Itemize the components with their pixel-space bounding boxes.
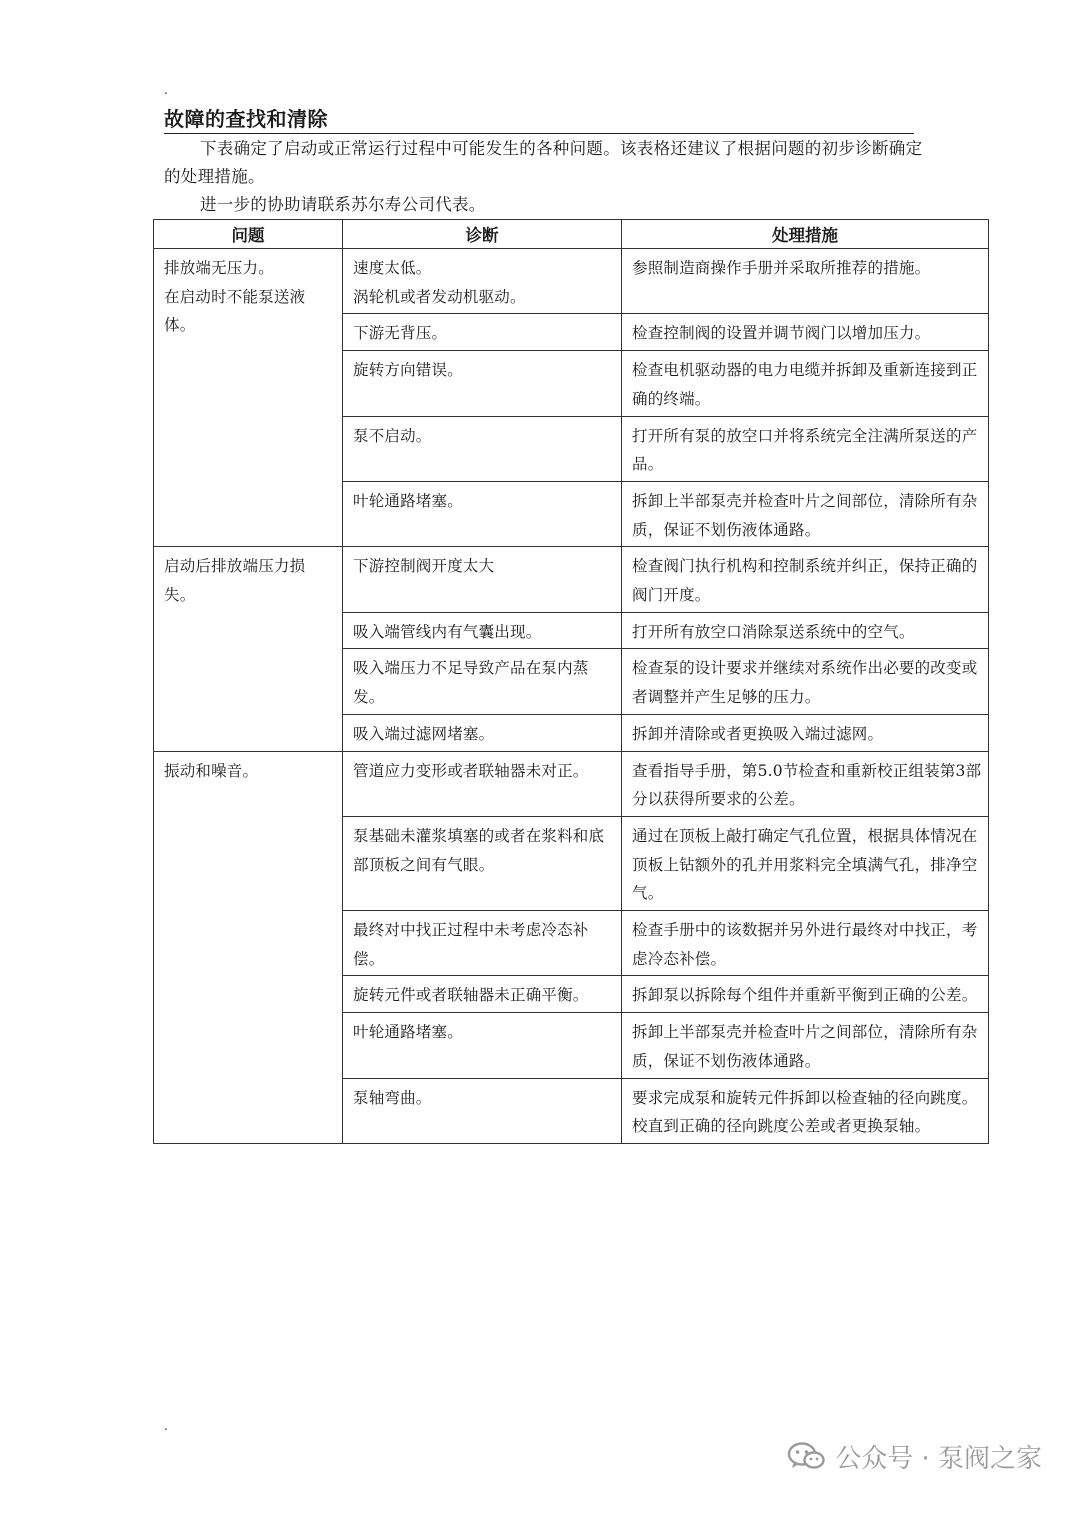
diagnosis-cell: 最终对中找正过程中未考虑冷态补偿。 [343,911,622,976]
diagnosis-cell: 速度太低。 涡轮机或者发动机驱动。 [343,249,622,314]
action-cell: 拆卸上半部泵壳并检查叶片之间部位，清除所有杂质，保证不划伤液体通路。 [622,481,989,546]
action-cell: 要求完成泵和旋转元件拆卸以检查轴的径向跳度。校直到正确的径向跳度公差或者更换泵轴。 [622,1078,989,1143]
watermark [787,1436,1042,1476]
diagnosis-cell: 旋转元件或者联轴器未正确平衡。 [343,976,622,1013]
action-cell: 检查泵的设计要求并继续对系统作出必要的改变或者调整并产生足够的压力。 [622,649,989,714]
diagnosis-cell: 下游控制阀开度太大 [343,547,622,612]
diagnosis-cell: 吸入端过滤网堵塞。 [343,714,622,751]
action-cell: 打开所有放空口消除泵送系统中的空气。 [622,612,989,649]
intro-paragraph-2: 进一步的协助请联系苏尔寿公司代表。 [200,195,486,214]
problem-line: 启动后排放端压力损失。 [164,557,306,605]
problem-line: 在启动时不能泵送液体。 [164,287,306,335]
diagnosis-cell: 泵不启动。 [343,416,622,481]
problem-cell [154,249,343,547]
action-cell: 检查电机驱动器的电力电缆并拆卸及重新连接到正确的终端。 [622,351,989,416]
header-diagnosis: 诊断 [343,220,622,249]
action-cell: 检查阀门执行机构和控制系统并纠正，保持正确的阀门开度。 [622,547,989,612]
diagnosis-cell: 下游无背压。 [343,314,622,351]
problem-cell [154,751,343,1143]
page-title: 故障的查找和清除 [164,105,914,134]
action-cell: 检查手册中的该数据并另外进行最终对中找正，考虑冷态补偿。 [622,911,989,976]
wechat-icon [787,1441,825,1471]
intro-text [164,135,924,219]
table-row [154,547,989,612]
diagnosis-cell: 吸入端管线内有气囊出现。 [343,612,622,649]
intro-paragraph-1: 下表确定了启动或正常运行过程中可能发生的各种问题。该表格还建议了根据问题的初步诊断确定的处理措施。 [164,139,923,186]
header-problem: 问题 [154,220,343,249]
action-cell: 拆卸泵以拆除每个组件并重新平衡到正确的公差。 [622,976,989,1013]
problem-cell [154,547,343,751]
table-row [154,249,989,314]
action-cell: 拆卸并清除或者更换吸入端过滤网。 [622,714,989,751]
action-cell: 检查控制阀的设置并调节阀门以增加压力。 [622,314,989,351]
diagnosis-cell: 泵基础未灌浆填塞的或者在浆料和底部顶板之间有气眼。 [343,816,622,910]
page-marker-bottom: . [164,1419,168,1433]
page-marker-top: . [164,83,168,97]
diagnosis-cell: 旋转方向错误。 [343,351,622,416]
problem-line: 振动和噪音。 [164,761,259,780]
watermark-text: 公众号 · 泵阀之家 [835,1443,1042,1474]
diagnosis-cell: 叶轮通路堵塞。 [343,481,622,546]
action-cell: 打开所有泵的放空口并将系统完全注满所泵送的产品。 [622,416,989,481]
table-header-row [154,220,989,249]
table-row [154,751,989,816]
diagnosis-cell: 泵轴弯曲。 [343,1078,622,1143]
diagnosis-cell: 吸入端压力不足导致产品在泵内蒸发。 [343,649,622,714]
problem-line: 排放端无压力。 [164,259,274,277]
action-cell: 拆卸上半部泵壳并检查叶片之间部位，清除所有杂质，保证不划伤液体通路。 [622,1013,989,1078]
header-action: 处理措施 [622,220,989,249]
action-cell: 通过在顶板上敲打确定气孔位置，根据具体情况在顶板上钻额外的孔并用浆料完全填满气孔，排净空气。 [622,816,989,910]
action-cell: 参照制造商操作手册并采取所推荐的措施。 [622,249,989,314]
diagnosis-cell: 管道应力变形或者联轴器未对正。 [343,751,622,816]
action-cell: 查看指导手册，第5.0节检查和重新校正组装第3部分以获得所要求的公差。 [622,751,989,816]
diagnosis-cell: 叶轮通路堵塞。 [343,1013,622,1078]
troubleshooting-table [153,219,989,1144]
